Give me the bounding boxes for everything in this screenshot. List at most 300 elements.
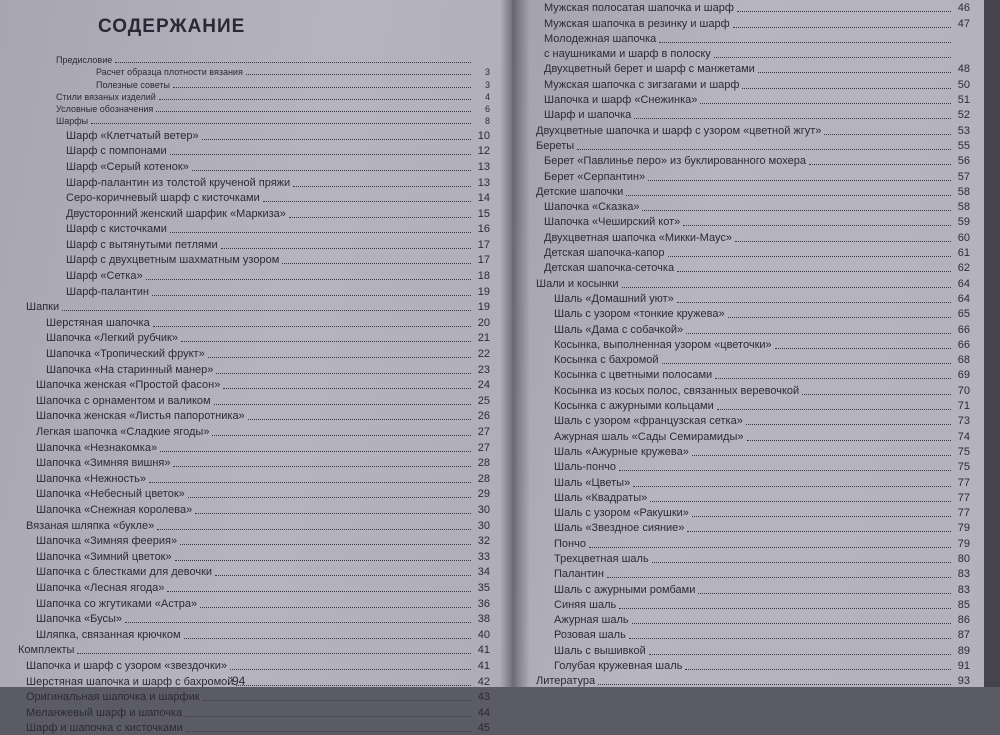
- toc-entry-title: Шарф с двухцветным шахматным узором: [66, 254, 280, 267]
- toc-entry-title: Стили вязаных изделий: [56, 91, 156, 102]
- toc-entry: [536, 245, 970, 260]
- toc-entry-page: 13: [477, 160, 490, 173]
- dot-leader: [677, 302, 951, 303]
- toc-entry-title: Розовая шаль: [554, 629, 626, 642]
- toc-entry-title: Шапочка «Лесная ягода»: [36, 581, 165, 594]
- toc-entry-page: 56: [957, 155, 970, 168]
- toc-entry: [536, 306, 970, 321]
- dot-leader: [642, 210, 951, 211]
- toc-entry-page: 62: [957, 262, 970, 275]
- dot-leader: [170, 232, 471, 233]
- toc-entry: [536, 444, 970, 459]
- toc-entry-title: Шапочка женская «Листья папоротника»: [36, 410, 245, 423]
- toc-entry-page: 17: [477, 254, 490, 267]
- toc-entry-title: Шарф с кисточками: [66, 223, 167, 236]
- toc-entry: [18, 252, 490, 268]
- toc-entry: [536, 428, 970, 443]
- toc-entry-title: Шали и косынки: [536, 277, 619, 290]
- toc-entry-page: 51: [957, 94, 970, 107]
- toc-entry: [536, 551, 970, 566]
- dot-leader: [714, 57, 951, 58]
- toc-entry-page: 27: [477, 426, 490, 438]
- toc-entry: [18, 455, 490, 471]
- toc-entry: [536, 597, 970, 612]
- toc-entry: [18, 501, 490, 517]
- toc-entry: [536, 505, 970, 520]
- dot-leader: [153, 326, 471, 327]
- dot-leader: [632, 623, 951, 624]
- toc-entry-title: Шапочка «Зимний цветок»: [36, 550, 172, 563]
- toc-entry-page: 32: [477, 535, 490, 548]
- toc-entry-page: 77: [957, 491, 970, 504]
- toc-entry-page: 30: [477, 519, 490, 532]
- toc-entry-title: Шапочка с блестками для девочки: [36, 566, 213, 579]
- toc-entry-title: Шапочка «На старинный манер»: [46, 363, 214, 376]
- dot-leader: [125, 622, 471, 623]
- page-edge: [984, 0, 1000, 687]
- toc-entry-title: Шаль с узором «французская сетка»: [554, 415, 743, 428]
- toc-entry: [18, 91, 490, 103]
- dot-leader: [149, 482, 471, 483]
- toc-entry: [536, 184, 970, 199]
- toc-entry-title: Предисловие: [56, 55, 113, 66]
- toc-entry-page: 68: [957, 354, 970, 367]
- dot-leader: [802, 394, 951, 395]
- toc-entry-page: 44: [477, 706, 490, 719]
- toc-entry: [18, 66, 490, 78]
- toc-entry: [18, 392, 490, 408]
- toc-entry-title: Шапочка женская «Простой фасон»: [36, 379, 221, 392]
- toc-entry: [18, 158, 490, 174]
- toc-entry: [536, 520, 970, 535]
- dot-leader: [246, 74, 471, 75]
- toc-entry-page: 13: [477, 176, 490, 189]
- toc-entry-title: Шапочка «Чеширский кот»: [544, 216, 681, 229]
- toc-entry-title: Серо-коричневый шарф с кисточками: [66, 192, 260, 205]
- toc-entry: [18, 127, 490, 143]
- dot-leader: [589, 547, 951, 548]
- toc-entry-title: Трехцветная шаль: [554, 552, 649, 565]
- toc-entry-page: 14: [477, 192, 490, 205]
- toc-entry-title: Берет «Серпантин»: [544, 170, 646, 183]
- toc-entry-title: Шаль «Дама с собачкой»: [554, 323, 684, 336]
- toc-entry: [536, 321, 970, 336]
- dot-leader: [188, 497, 471, 498]
- toc-entry-page: 65: [957, 308, 970, 321]
- toc-entry-page: 80: [957, 552, 970, 565]
- toc-entry-page: 25: [477, 394, 490, 407]
- toc-entry-page: 17: [477, 238, 490, 251]
- dot-leader: [167, 591, 471, 592]
- toc-entry-page: 42: [477, 675, 490, 688]
- toc-entry-title: Ажурная шаль: [554, 614, 629, 627]
- toc-entry-title: Молодежная шапочка: [544, 32, 657, 45]
- toc-entry-title: Ажурная шаль «Сады Семирамиды»: [554, 430, 744, 443]
- toc-entry-title: Шапочка «Легкий рубчик»: [46, 332, 178, 345]
- toc-entry-page: 70: [957, 384, 970, 397]
- toc-entry: [536, 612, 970, 627]
- toc-entry-page: 77: [957, 507, 970, 520]
- toc-entry: [18, 236, 490, 252]
- toc-entry: [536, 31, 970, 46]
- toc-entry: [18, 595, 490, 611]
- toc-entry-title: Условные обозначения: [56, 103, 154, 114]
- toc-entry-page: 75: [957, 461, 970, 474]
- dot-leader: [212, 435, 471, 436]
- toc-entry-title: Шаль «Домашний уют»: [554, 292, 674, 305]
- toc-entry-page: 86: [957, 614, 970, 627]
- book-gutter: [500, 0, 530, 687]
- toc-entry: [536, 214, 970, 229]
- toc-entry-page: 91: [957, 660, 970, 673]
- dot-leader: [728, 317, 951, 318]
- dot-leader: [717, 409, 951, 410]
- toc-entry-page: 64: [957, 292, 970, 305]
- toc-entry: [536, 199, 970, 214]
- toc-entry-title: Шарф с помпонами: [66, 145, 167, 158]
- toc-entry: [536, 413, 970, 428]
- toc-entry: [536, 459, 970, 474]
- toc-entry: [536, 92, 970, 107]
- toc-entry-title: Голубая кружевная шаль: [554, 660, 683, 673]
- toc-entry-title: Литература: [536, 675, 596, 688]
- toc-entry-page: 3: [484, 79, 490, 90]
- dot-leader: [91, 123, 471, 124]
- dot-leader: [692, 516, 951, 517]
- toc-entry-page: 57: [957, 170, 970, 183]
- toc-entry-title: Шаль «Цветы»: [554, 476, 631, 489]
- dot-leader: [236, 685, 471, 686]
- toc-entry-page: 23: [477, 363, 490, 376]
- toc-entry: [18, 143, 490, 159]
- toc-entry-title: Шарф и шапочка с кисточками: [26, 722, 183, 735]
- dot-leader: [648, 180, 951, 181]
- dot-leader: [685, 669, 951, 670]
- toc-entry: [18, 408, 490, 424]
- toc-entry: [536, 535, 970, 550]
- toc-entry-page: 87: [957, 629, 970, 642]
- toc-entry-page: 43: [477, 691, 490, 704]
- toc-entry-title: Мужская полосатая шапочка и шарф: [544, 2, 734, 15]
- toc-entry: [18, 657, 490, 673]
- toc-entry-title: Шапочка со жгутиками «Астра»: [36, 597, 198, 610]
- toc-entry: [536, 107, 970, 122]
- dot-leader: [687, 531, 951, 532]
- toc-entry-title: Берет «Павлинье перо» из буклированного мохера: [544, 155, 806, 168]
- toc-entry-page: 21: [477, 332, 490, 345]
- toc-entry-page: 77: [957, 476, 970, 489]
- toc-entry-page: 4: [484, 91, 490, 102]
- toc-entry: [18, 517, 490, 533]
- toc-entry: [536, 627, 970, 642]
- dot-leader: [159, 99, 471, 100]
- toc-entry-page: 28: [477, 457, 490, 470]
- toc-entry-title: Детская шапочка-капор: [544, 247, 665, 260]
- toc-entry: [536, 658, 970, 673]
- toc-entry: [18, 689, 490, 705]
- toc-entry: [18, 190, 490, 206]
- dot-leader: [649, 654, 951, 655]
- toc-entry-page: 40: [477, 628, 490, 641]
- dot-leader: [735, 241, 951, 242]
- toc-entry-page: 89: [957, 644, 970, 657]
- toc-entry-page: 75: [957, 445, 970, 458]
- toc-entry: [18, 54, 490, 66]
- toc-entry-title: Детская шапочка-сеточка: [544, 262, 675, 275]
- dot-leader: [289, 217, 471, 218]
- toc-entry: [18, 533, 490, 549]
- toc-entry-title: Косынка, выполненная узором «цветочки»: [554, 338, 772, 351]
- toc-entry: [18, 470, 490, 486]
- dot-leader: [652, 562, 951, 563]
- dot-leader: [629, 638, 951, 639]
- toc-entry-page: 19: [477, 285, 490, 298]
- toc-entry: [18, 642, 490, 658]
- dot-leader: [700, 103, 951, 104]
- toc-entry: [18, 78, 490, 90]
- toc-entry: [536, 367, 970, 382]
- toc-entry-title: Косынка из косых полос, связанных веревочкой: [554, 384, 800, 397]
- dot-leader: [775, 348, 951, 349]
- dot-leader: [156, 111, 471, 112]
- toc-entry-title: Шаль «Звездное сияние»: [554, 522, 685, 535]
- toc-entry: [18, 267, 490, 283]
- toc-entry-title: Шерстяная шапочка и шарф с бахромой: [26, 675, 234, 688]
- toc-entry: [18, 330, 490, 346]
- dot-leader: [208, 357, 471, 358]
- toc-entry: [536, 352, 970, 367]
- toc-entry-title: Комплекты: [18, 644, 75, 657]
- dot-leader: [77, 653, 471, 654]
- toc-entry: [536, 673, 970, 688]
- dot-leader: [626, 195, 951, 196]
- toc-entry-title: Детские шапочки: [536, 185, 624, 198]
- dot-leader: [230, 669, 471, 670]
- dot-leader: [181, 341, 471, 342]
- dot-leader: [598, 684, 951, 685]
- toc-entry: [18, 720, 490, 735]
- toc-entry-page: 19: [477, 301, 490, 314]
- toc-entry-page: 71: [957, 400, 970, 413]
- toc-entry-title: Пончо: [554, 537, 586, 550]
- toc-entry: [536, 642, 970, 657]
- toc-entry-title: Шаль-пончо: [554, 461, 617, 474]
- dot-leader: [185, 716, 471, 717]
- dot-leader: [170, 154, 471, 155]
- dot-leader: [715, 378, 951, 379]
- toc-entry-title: Двухцветная шапочка «Микки-Маус»: [544, 231, 732, 244]
- toc-entry-page: 61: [957, 247, 970, 260]
- toc-entry-title: Косынка с бахромой: [554, 354, 659, 367]
- toc-left: [18, 54, 490, 735]
- toc-entry: [536, 260, 970, 275]
- toc-entry-title: Шапочка «Сказка»: [544, 201, 640, 214]
- toc-entry-title: Шарф «Сетка»: [66, 270, 143, 283]
- toc-entry-page: 66: [957, 323, 970, 336]
- dot-leader: [746, 424, 951, 425]
- toc-entry: [536, 566, 970, 581]
- toc-entry: [18, 377, 490, 393]
- dot-leader: [737, 11, 951, 12]
- toc-entry-title: Шаль с вышивкой: [554, 644, 646, 657]
- toc-entry-title: Двухцветные шапочка и шарф с узором «цветной жгут»: [536, 124, 822, 137]
- toc-entry-page: 10: [477, 129, 490, 142]
- toc-entry: [18, 345, 490, 361]
- toc-entry-page: 6: [484, 103, 490, 114]
- toc-entry-title: Двусторонний женский шарфик «Маркиза»: [66, 207, 286, 220]
- toc-entry-page: 36: [477, 597, 490, 610]
- toc-entry-page: 22: [477, 348, 490, 361]
- toc-entry-page: 29: [477, 488, 490, 501]
- toc-entry-page: 83: [957, 583, 970, 596]
- dot-leader: [200, 607, 471, 608]
- toc-entry: [18, 439, 490, 455]
- dot-leader: [619, 608, 951, 609]
- toc-entry-title: Мужская шапочка в резинку и шарф: [544, 17, 730, 30]
- dot-leader: [607, 577, 951, 578]
- dot-leader: [293, 186, 471, 187]
- toc-entry-title: Шаль с ажурными ромбами: [554, 583, 696, 596]
- toc-entry: [18, 564, 490, 580]
- dot-leader: [662, 363, 951, 364]
- dot-leader: [668, 256, 951, 257]
- toc-entry-page: 79: [957, 537, 970, 550]
- toc-entry: [18, 205, 490, 221]
- toc-entry-page: 47: [957, 17, 970, 30]
- toc-entry-title: Мужская шапочка с зигзагами и шарф: [544, 78, 740, 91]
- toc-entry: [18, 579, 490, 595]
- toc-entry-title: Шарф-палантин из толстой крученой пряжи: [66, 176, 291, 189]
- toc-entry-page: 34: [477, 566, 490, 579]
- toc-entry: [536, 15, 970, 30]
- dot-leader: [659, 42, 951, 43]
- toc-entry: [536, 382, 970, 397]
- toc-entry: [536, 61, 970, 76]
- dot-leader: [202, 139, 471, 140]
- toc-entry-title: Синяя шаль: [554, 598, 617, 611]
- toc-entry-page: 38: [477, 613, 490, 626]
- toc-entry-page: 66: [957, 338, 970, 351]
- toc-entry-title: Шапочка и шарф с узором «звездочки»: [26, 659, 227, 672]
- dot-leader: [221, 248, 471, 249]
- toc-entry-title: Шарф «Клетчатый ветер»: [66, 129, 199, 142]
- toc-entry-title: Шапочка «Небесный цветок»: [36, 488, 185, 501]
- dot-leader: [698, 593, 951, 594]
- toc-entry-page: 73: [957, 415, 970, 428]
- dot-leader: [683, 225, 951, 226]
- dot-leader: [203, 700, 471, 701]
- toc-entry-title: Шапочка и шарф «Снежинка»: [544, 94, 698, 107]
- dot-leader: [263, 201, 471, 202]
- toc-right: [536, 0, 970, 688]
- toc-entry-page: 58: [957, 201, 970, 214]
- toc-entry-page: 52: [957, 109, 970, 122]
- toc-entry-page: 46: [957, 2, 970, 15]
- dot-leader: [282, 263, 471, 264]
- toc-entry-title: Шапочка «Зимняя вишня»: [36, 457, 171, 470]
- toc-entry-title: Шапочка «Снежная королева»: [36, 503, 193, 516]
- toc-entry: [18, 103, 490, 115]
- dot-leader: [146, 279, 471, 280]
- toc-entry-page: 64: [957, 277, 970, 290]
- page-number: 94: [232, 674, 246, 688]
- toc-entry-page: 93: [957, 675, 970, 688]
- toc-entry: [536, 153, 970, 168]
- toc-entry-page: 69: [957, 369, 970, 382]
- toc-entry: [536, 275, 970, 290]
- dot-leader: [809, 164, 951, 165]
- dot-leader: [62, 310, 471, 311]
- toc-entry-page: 26: [477, 410, 490, 423]
- toc-entry: [18, 704, 490, 720]
- toc-entry-title: Косынка с ажурными кольцами: [554, 400, 714, 413]
- toc-entry: [536, 76, 970, 91]
- toc-entry-title: Шарфы: [56, 116, 89, 127]
- toc-entry: [18, 548, 490, 564]
- toc-entry: [18, 486, 490, 502]
- toc-entry-page: 48: [957, 63, 970, 76]
- toc-entry-title: Шаль с узором «Ракушки»: [554, 507, 689, 520]
- toc-entry-page: 33: [477, 550, 490, 563]
- toc-entry-title: Шапочка «Тропический фрукт»: [46, 348, 205, 361]
- dot-leader: [216, 373, 471, 374]
- toc-entry-page: 3: [484, 67, 490, 78]
- toc-entry: [18, 673, 490, 689]
- dot-leader: [195, 513, 471, 514]
- toc-entry: [536, 474, 970, 489]
- dot-leader: [633, 486, 951, 487]
- dot-leader: [619, 470, 951, 471]
- dot-leader: [223, 388, 471, 389]
- toc-entry-title: Палантин: [554, 568, 604, 581]
- toc-entry: [18, 174, 490, 190]
- dot-leader: [192, 170, 471, 171]
- toc-entry-title: Шапочка «Незнакомка»: [36, 441, 158, 454]
- toc-entry-title: Оригинальная шапочка и шарфик: [26, 691, 200, 704]
- toc-entry-title: Двухцветный берет и шарф с манжетами: [544, 63, 755, 76]
- toc-entry: [18, 314, 490, 330]
- toc-entry: [536, 490, 970, 505]
- toc-entry-title: Шерстяная шапочка: [46, 316, 150, 329]
- toc-entry-page: 55: [957, 139, 970, 152]
- toc-entry-title: Шляпка, связанная крючком: [36, 628, 181, 641]
- dot-leader: [758, 72, 951, 73]
- toc-entry-page: 41: [477, 659, 490, 672]
- toc-entry: [18, 361, 490, 377]
- dot-leader: [180, 544, 471, 545]
- toc-entry-page: 74: [957, 430, 970, 443]
- dot-leader: [742, 88, 951, 89]
- toc-entry-page: 53: [957, 124, 970, 137]
- toc-entry-page: 8: [484, 116, 490, 127]
- toc-entry-page: 83: [957, 568, 970, 581]
- dot-leader: [248, 419, 471, 420]
- toc-entry-page: 12: [477, 145, 490, 158]
- dot-leader: [215, 575, 471, 576]
- toc-entry: [18, 423, 490, 439]
- toc-entry-page: 16: [477, 223, 490, 236]
- toc-entry: [536, 122, 970, 137]
- toc-entry-title: с наушниками и шарф в полоску: [544, 48, 711, 61]
- dot-leader: [160, 451, 471, 452]
- dot-leader: [186, 731, 471, 732]
- toc-entry-page: 27: [477, 441, 490, 454]
- toc-entry-title: Шапочка «Нежность»: [36, 472, 146, 485]
- dot-leader: [686, 333, 951, 334]
- dot-leader: [173, 466, 471, 467]
- toc-entry-page: 15: [477, 207, 490, 220]
- toc-entry: [536, 168, 970, 183]
